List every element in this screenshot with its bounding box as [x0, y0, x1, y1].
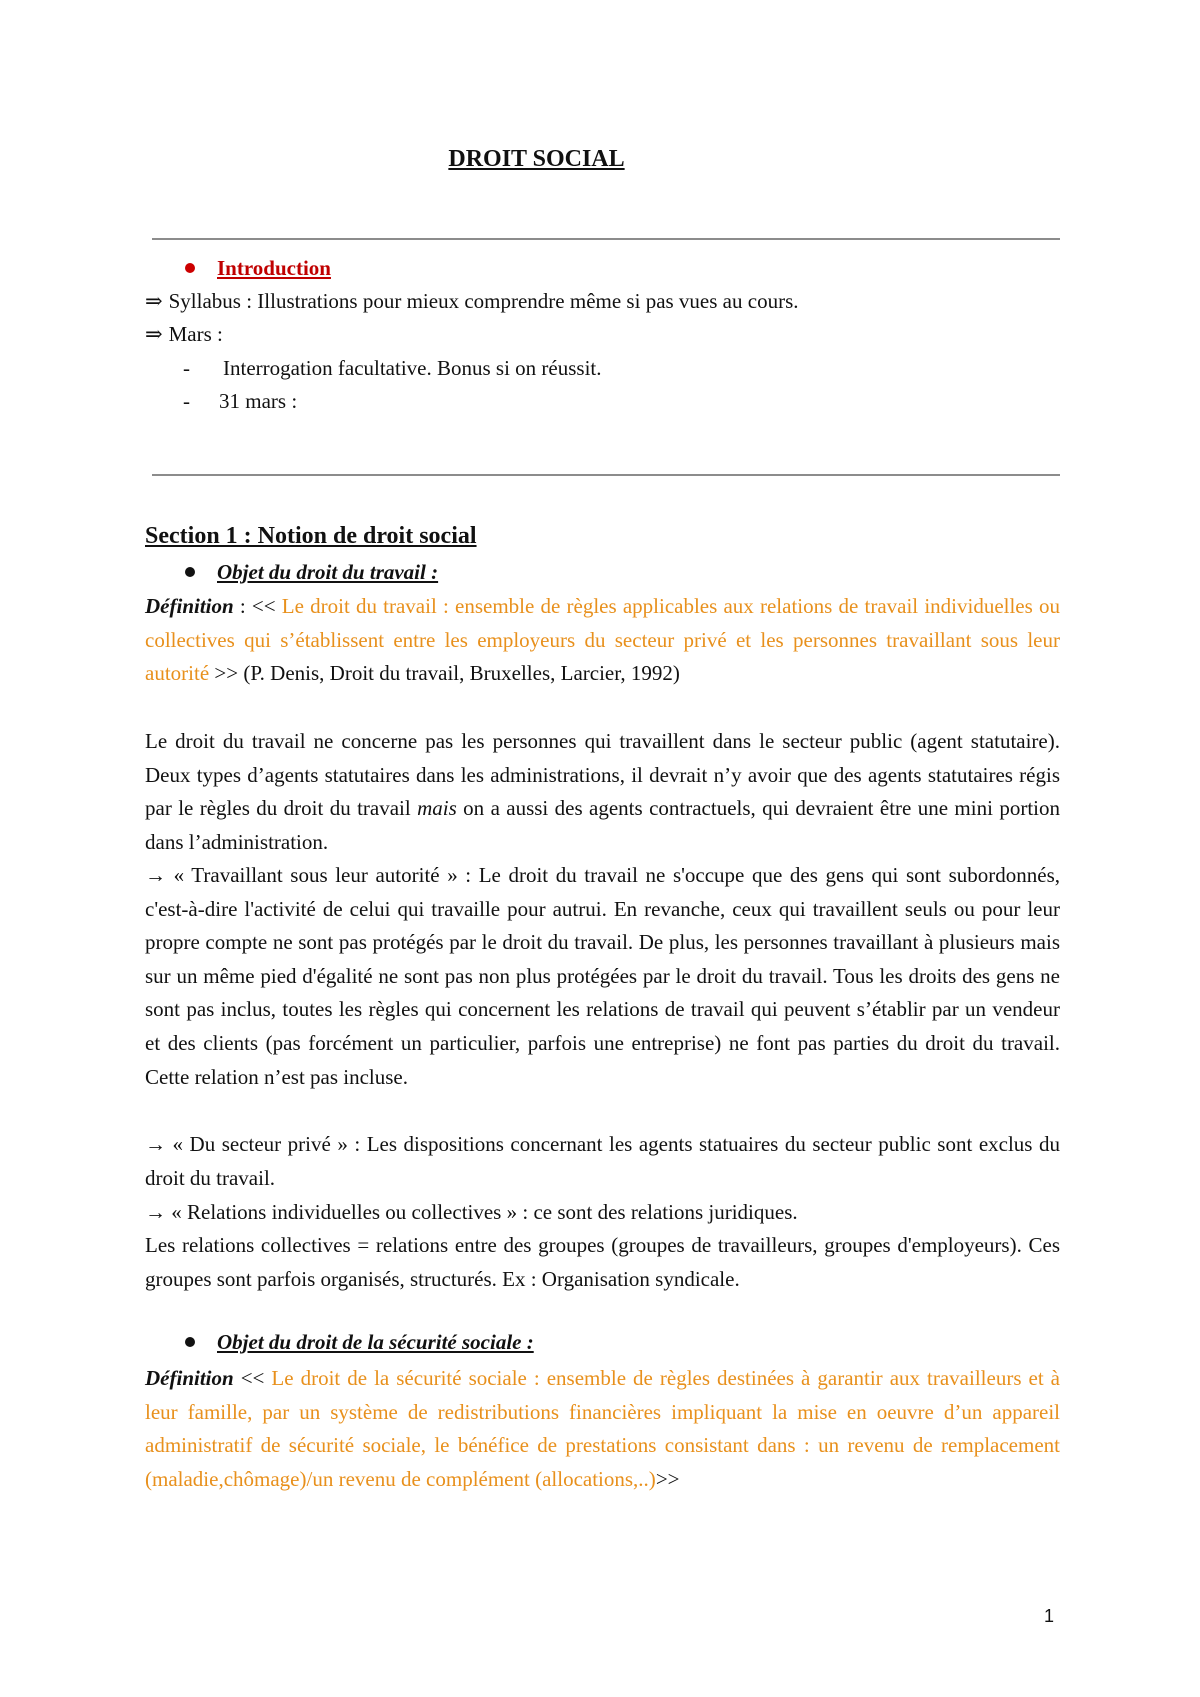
quote-open: << [233, 1366, 272, 1390]
double-arrow-icon: ⇒ [145, 322, 163, 346]
subheading-text: Objet du droit de la sécurité sociale : [217, 1330, 534, 1354]
definition-paragraph [145, 1362, 1060, 1496]
intro-heading-row [185, 255, 331, 281]
subheading-text: Objet du droit du travail : [217, 560, 439, 584]
double-arrow-icon: ⇒ [145, 289, 163, 313]
paragraph: → « Du secteur privé » : Les dispositions concernant les agents statuaires du secteur public sont exclus du droit du travail. [145, 1132, 1060, 1190]
definition-paragraph [145, 590, 1060, 691]
page-number: 1 [1044, 1606, 1055, 1626]
paragraph: Les relations collectives = relations entre des groupes (groupes de travailleurs, groupes d'employeurs). Ces groupes sont parfois organisés, structurés. Ex : Organisation syndicale. [145, 1233, 1060, 1291]
mars-line [145, 321, 223, 347]
list-item-text: 31 mars : [219, 389, 298, 413]
subheading-row [185, 560, 438, 585]
quote-open: : << [233, 594, 282, 618]
quote-close: >> [655, 1466, 680, 1491]
dash-marker: - [183, 356, 190, 380]
definition-label: Définition [145, 594, 234, 618]
mars-text: Mars : [168, 322, 223, 346]
paragraph-italic: mais [417, 796, 457, 821]
definition-quote: Le droit du travail : ensemble de règles applicables aux relations de travail individuelles ou collectives qui s’établissent entre les employeurs du secteur privé et les personnes travaillant sous leur autorité [145, 594, 1060, 686]
document-title: DROIT SOCIAL [448, 146, 625, 172]
section-title: Section 1 : Notion de droit social [145, 523, 477, 549]
definition-quote: Le droit de la sécurité sociale : ensemble de règles destinées à garantir aux travailleurs et à leur famille, par un système de redistributions financières impliquant la mise en oeuvre d’un appareil administratif de sécurité sociale, le bénéfice de prestations consistant dans : un revenu de remplacement (maladie,chômage)/un revenu de complément (allocations,..) [145, 1366, 1060, 1491]
subheading-row [185, 1330, 534, 1355]
syllabus-text: Syllabus : Illustrations pour mieux comprendre même si pas vues au cours. [168, 289, 799, 313]
bullet-icon [185, 263, 195, 273]
definition-source: >> (P. Denis, Droit du travail, Bruxelles, Larcier, 1992) [209, 661, 680, 686]
paragraph-text: on a aussi des agents contractuels, qui devraient être une mini portion dans l’administration. [145, 796, 1060, 854]
horizontal-divider [152, 238, 1060, 240]
syllabus-line [145, 288, 799, 314]
paragraph: → « Relations individuelles ou collectives » : ce sont des relations juridiques. [145, 1200, 798, 1224]
bullet-icon [185, 567, 195, 577]
paragraph [145, 725, 1060, 859]
horizontal-divider [152, 474, 1060, 476]
dash-marker: - [183, 389, 190, 413]
bullet-icon [185, 1337, 195, 1347]
list-item-text: Interrogation facultative. Bonus si on réussit. [223, 356, 602, 380]
list-item [183, 388, 297, 414]
list-item [183, 355, 602, 381]
intro-heading: Introduction [217, 256, 331, 280]
definition-label: Définition [145, 1366, 234, 1390]
paragraph: → « Travaillant sous leur autorité » : Le droit du travail ne s'occupe que des gens qui sont subordonnés, c'est-à-dire l'activité de celui qui travaille pour autrui. En revanche, ceux qui travaillent seuls ou pour leur propre compte ne sont pas protégés par le droit du travail. De plus, les personnes travaillant à plusieurs mais sur un même pied d'égalité ne sont pas non plus protégées par le droit du travail. Tous les droits des gens ne sont pas inclus, toutes les règles qui concernent les relations de travail qui peuvent s’établir par un vendeur et des clients (pas forcément un particulier, parfois une entreprise) ne font pas parties du droit du travail. Cette relation n’est pas incluse. [145, 863, 1060, 1089]
paragraph-text: Le droit du travail ne concerne pas les personnes qui travaillent dans le secteur public (agent statutaire). Deux types d’agents statutaires dans les administrations, il devrait n’y avoir que des agents statutaires régis par le règles du droit du travail [145, 729, 1060, 821]
